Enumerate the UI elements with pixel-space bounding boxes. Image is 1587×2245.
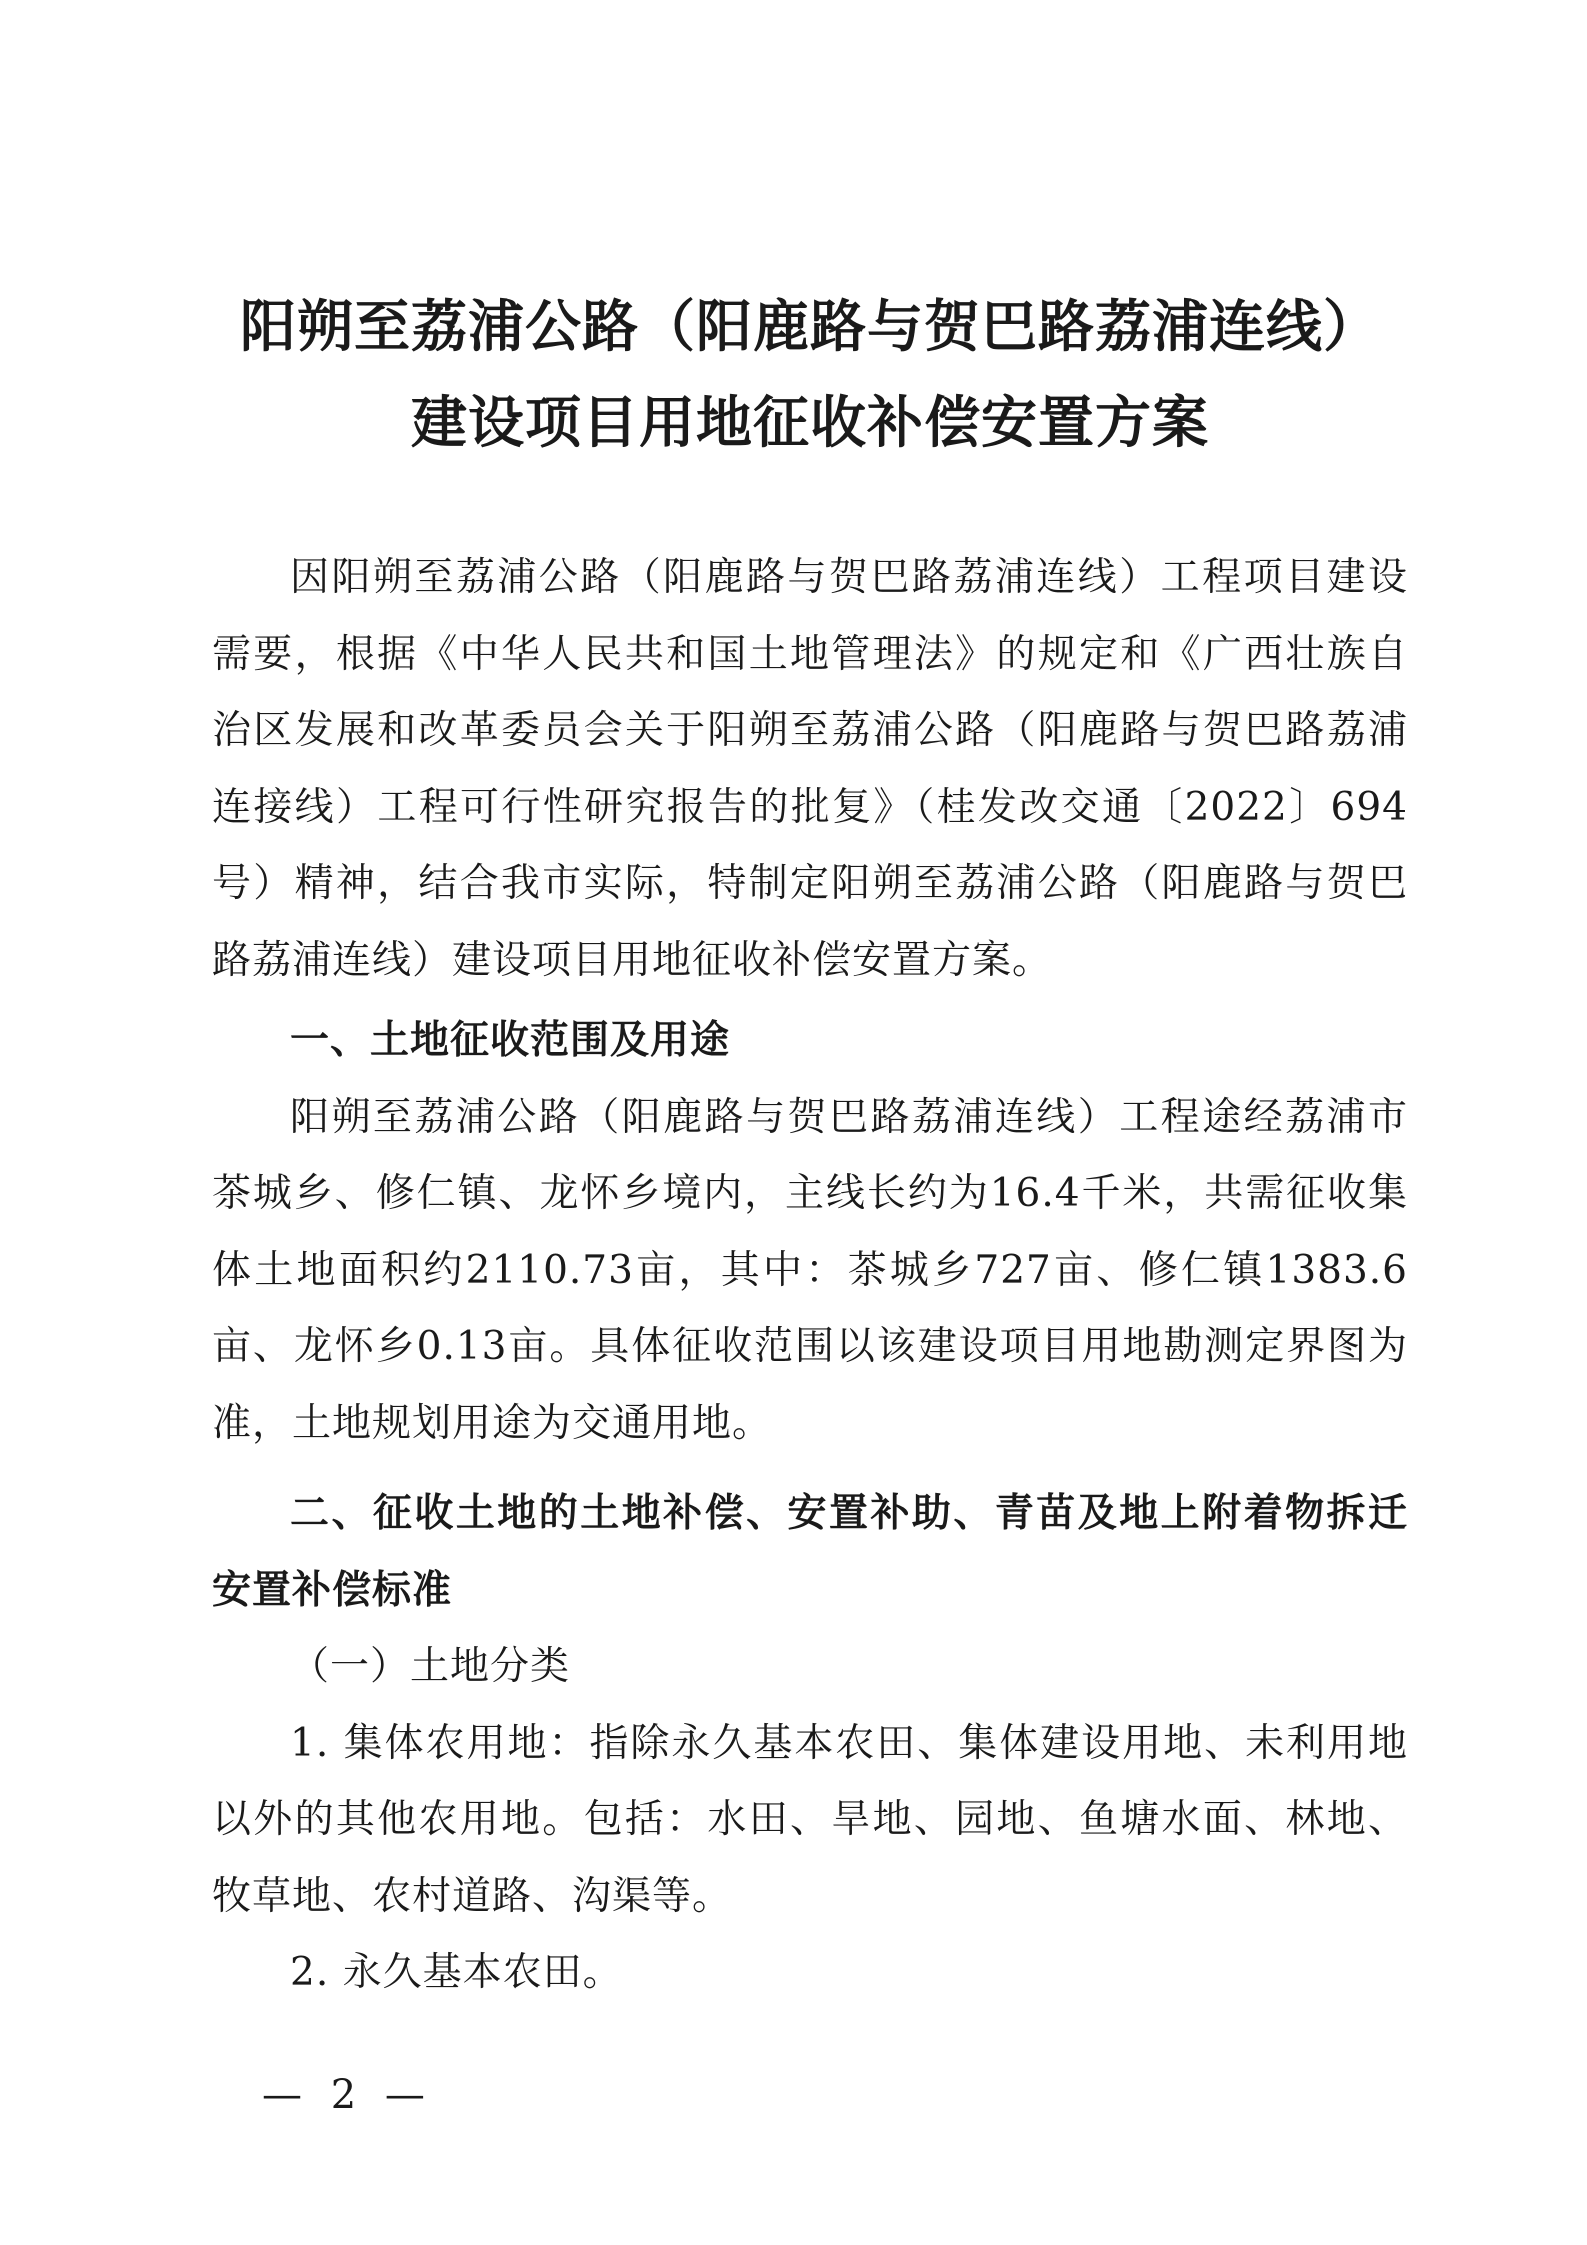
section-heading-2: 二、征收土地的土地补偿、安置补助、青苗及地上附着物拆迁安置补偿标准	[212, 1491, 1408, 1613]
scope-paragraph: 阳朔至荔浦公路（阳鹿路与贺巴路荔浦连线）工程途经荔浦市茶城乡、修仁镇、龙怀乡境内，主线长约为16.4千米，共需征收集体土地面积约2110.73亩，其中：茶城乡727亩、修仁镇1383.6亩、龙怀乡0.13亩。具体征收范围以该建设项目用地勘测定界图为准，土地规划用途为交通用地。	[212, 1094, 1408, 1446]
page-number: — 2 —	[262, 2072, 433, 2118]
document-body	[212, 540, 1408, 2012]
title-line-1: 阳朔至荔浦公路（阳鹿路与贺巴路荔浦连线）	[240, 295, 1380, 360]
title-line-2: 建设项目用地征收补偿安置方案	[411, 391, 1209, 456]
list-item-1: 1. 集体农用地：指除永久基本农田、集体建设用地、未利用地以外的其他农用地。包括：水田、旱地、园地、鱼塘水面、林地、牧草地、农村道路、沟渠等。	[212, 1720, 1408, 1919]
section-heading-1: 一、土地征收范围及用途	[290, 1018, 731, 1063]
intro-paragraph: 因阳朔至荔浦公路（阳鹿路与贺巴路荔浦连线）工程项目建设需要，根据《中华人民共和国土地管理法》的规定和《广西壮族自治区发展和改革委员会关于阳朔至荔浦公路（阳鹿路与贺巴路荔浦连接线）工程可行性研究报告的批复》（桂发改交通〔2022〕694号）精神，结合我市实际，特制定阳朔至荔浦公路（阳鹿路与贺巴路荔浦连线）建设项目用地征收补偿安置方案。	[212, 555, 1408, 983]
list-item-2: 2. 永久基本农田。	[290, 1950, 623, 1995]
subsection-heading-1: （一）土地分类	[290, 1644, 571, 1689]
document-title	[200, 280, 1420, 472]
